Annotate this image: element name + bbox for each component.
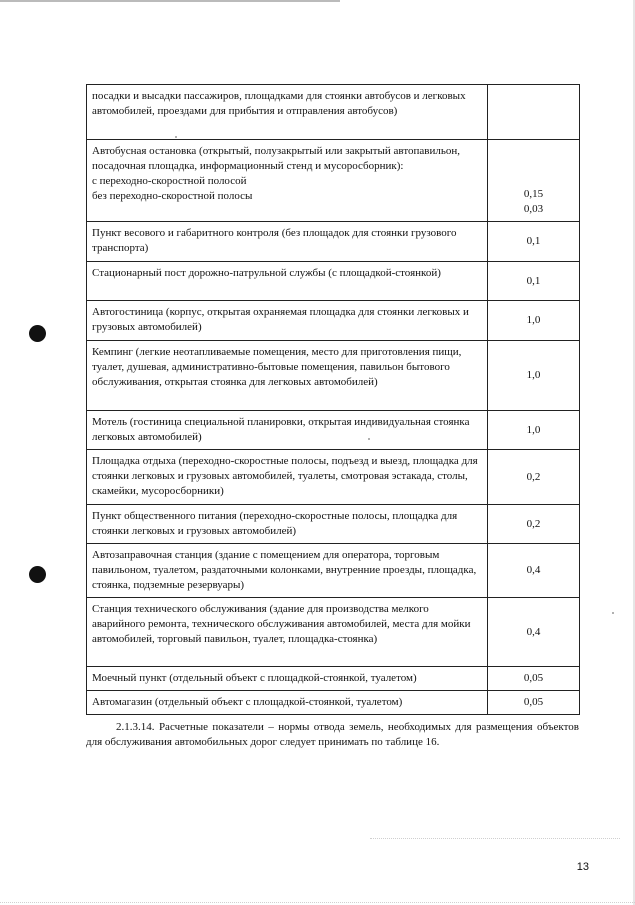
row-description: Площадка отдыха (переходно-скоростные полосы, подъезд и выезд, площадка для стоянки легковых и грузовых автомобилей, туалеты, смотровая эстакада, столы, скамейки, мусоросборники) [87, 450, 488, 505]
body-paragraph: 2.1.3.14. Расчетные показатели – нормы отвода земель, необходимых для размещения объектов для обслуживания автомобильных дорог следует принимать по таблице 16. [86, 721, 579, 748]
row-description: Станция технического обслуживания (здание для производства мелкого аварийного ремонта, технического обслуживания автомобилей, места для мойки автомобилей, торговый павильон, туалет, площадка-стоянка) [87, 598, 488, 667]
row-value: 0,2 [488, 450, 580, 505]
scan-edge-bottom [0, 902, 635, 903]
row-description [87, 140, 488, 222]
row-description: посадки и высадки пассажиров, площадками для стоянки автобусов и легковых автомобилей, проездами для прибытия и отправления автобусов) [87, 85, 488, 140]
table-row [87, 85, 580, 140]
table-row [87, 341, 580, 411]
punch-hole-upper [29, 325, 46, 342]
value-without-lane: 0,03 [523, 203, 544, 215]
row-description: Кемпинг (легкие неотапливаемые помещения, место для приготовления пищи, туалет, душевая, административно-бытовые помещения, павильон бытового обслуживания, открытая стоянка для легковых автомобилей) [87, 341, 488, 411]
table-row [87, 505, 580, 544]
row-value: 0,2 [488, 505, 580, 544]
land-norms-table [86, 84, 580, 715]
row-value: 0,1 [488, 222, 580, 262]
row-value [488, 85, 580, 140]
scan-dotted-line [370, 838, 620, 839]
table-row [87, 222, 580, 262]
table-row [87, 411, 580, 450]
row-description: Автогостиница (корпус, открытая охраняемая площадка для стоянки легковых и грузовых автомобилей) [87, 301, 488, 341]
table-row [87, 262, 580, 301]
bus-stop-description: Автобусная остановка (открытый, полузакрытый или закрытый автопавильон, посадочная площадка, информационный стенд и мусоросборник): [92, 145, 460, 172]
row-value [488, 140, 580, 222]
row-description: Автозаправочная станция (здание с помещением для оператора, торговым павильоном, туалетом, раздаточными колонками, внутренние проезды, площадка, стоянка, подземные резервуары) [87, 544, 488, 598]
table-row [87, 140, 580, 222]
row-value: 1,0 [488, 301, 580, 341]
scan-speck [175, 136, 177, 138]
table-row [87, 691, 580, 715]
scan-edge-top [0, 0, 340, 2]
table-row [87, 544, 580, 598]
value-with-lane: 0,15 [523, 188, 544, 200]
bus-stop-sub-without-lane: без переходно-скоростной полосы [92, 190, 253, 202]
row-description: Моечный пункт (отдельный объект с площадкой-стоянкой, туалетом) [87, 667, 488, 691]
row-value: 0,05 [488, 667, 580, 691]
table-row [87, 667, 580, 691]
row-value: 0,05 [488, 691, 580, 715]
row-description: Мотель (гостиница специальной планировки, открытая индивидуальная стоянка легковых автомобилей) [87, 411, 488, 450]
row-value: 1,0 [488, 411, 580, 450]
scan-speck [612, 612, 614, 614]
row-value: 0,4 [488, 598, 580, 667]
bus-stop-sub-with-lane: с переходно-скоростной полосой [92, 175, 247, 187]
punch-hole-lower [29, 566, 46, 583]
scan-speck [368, 438, 370, 440]
table-row [87, 301, 580, 341]
row-description: Автомагазин (отдельный объект с площадкой-стоянкой, туалетом) [87, 691, 488, 715]
row-value: 1,0 [488, 341, 580, 411]
row-description: Пункт весового и габаритного контроля (без площадок для стоянки грузового транспорта) [87, 222, 488, 262]
table-row [87, 598, 580, 667]
page-number: 13 [576, 861, 589, 873]
row-value: 0,1 [488, 262, 580, 301]
row-description: Стационарный пост дорожно-патрульной службы (с площадкой-стоянкой) [87, 262, 488, 301]
table-row [87, 450, 580, 505]
row-value: 0,4 [488, 544, 580, 598]
row-description: Пункт общественного питания (переходно-скоростные полосы, площадка для стоянки легковых и грузовых автомобилей) [87, 505, 488, 544]
